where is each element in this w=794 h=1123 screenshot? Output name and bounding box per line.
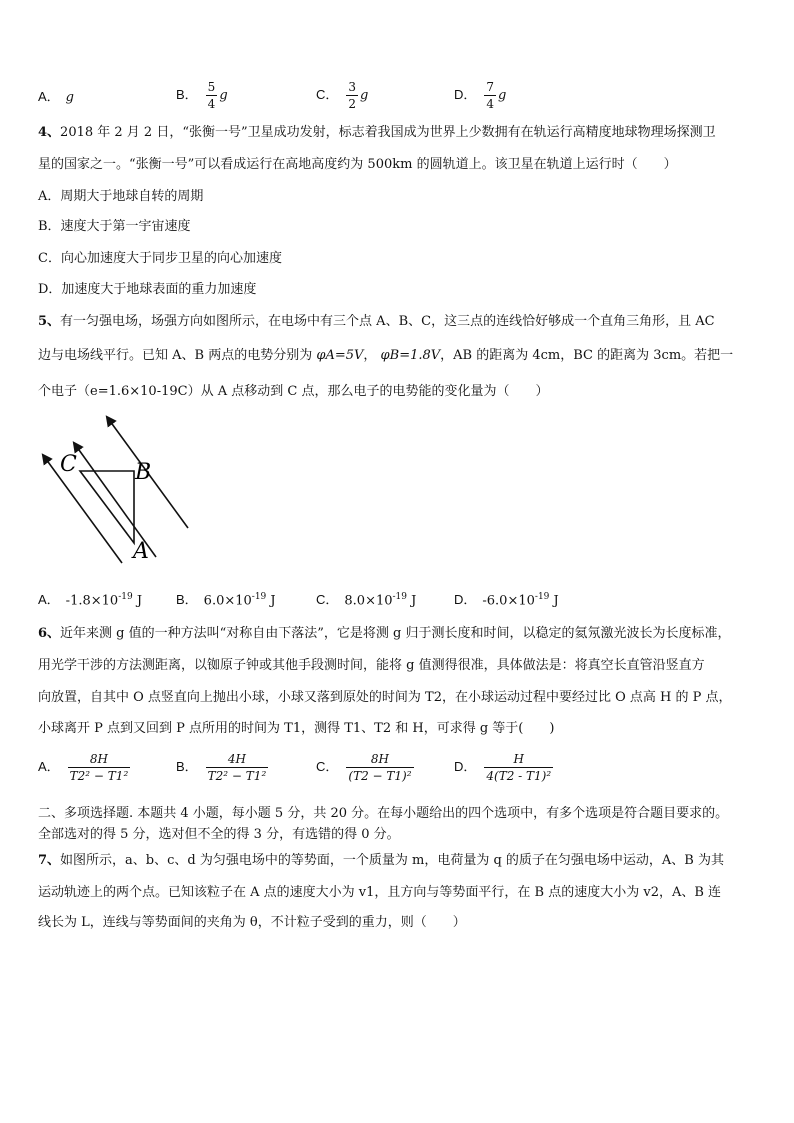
option-label: A．: [38, 592, 60, 608]
option-tail: g: [360, 88, 369, 103]
numerator: 3: [348, 80, 357, 94]
q6-option-c: [316, 752, 416, 783]
section-2-line-2: 全部选对的得 5 分，选对但不全的得 3 分，有选错的得 0 分。: [38, 827, 400, 842]
q6-option-d: [454, 752, 555, 783]
numerator: 7: [486, 80, 495, 94]
q4-option-b: B．速度大于第一宇宙速度: [38, 219, 191, 234]
q4-line-2: 星的国家之一。“张衡一号”可以看成运行在高地高度约为 500km 的圆轨道上。该卫星在轨道上运行时（ ）: [38, 157, 677, 172]
option-value: -6.0×10: [482, 593, 535, 609]
question-text: 近年来测 g 值的一种方法叫“对称自由下落法”，它是将测 g 归于测长度和时间，以稳定的氦氖激光波长为长度标准，: [60, 626, 731, 641]
q6-line-2: 用光学干涉的方法测距离，以铷原子钟或其他手段测时间，能将 g 值测得很准，具体做法是：将真空长直管沿竖直方: [38, 658, 705, 673]
question-text: 如图所示，a、b、c、d 为匀强电场中的等势面，一个质量为 m，电荷量为 q 的质子在匀强电场中运动，A、B 为其: [60, 853, 724, 868]
option-unit: J: [549, 593, 559, 609]
option-label: D．: [454, 87, 477, 102]
point-label-a: A: [133, 539, 149, 564]
q3-option-c: [316, 80, 368, 111]
numerator: 4H: [227, 752, 247, 766]
denominator: T2² − T1²: [207, 769, 267, 783]
denominator: (T2 − T1)²: [348, 769, 412, 783]
fraction: [346, 752, 413, 783]
denominator: 4: [207, 97, 216, 111]
denominator: T2² − T1²: [69, 769, 129, 783]
question-text: ，AB 的距离为 4cm，BC 的距离为 3cm。若把一: [440, 348, 734, 363]
numerator: 5: [207, 80, 216, 94]
option-label: D．: [454, 592, 477, 608]
q4-line-1: [38, 124, 716, 142]
option-label: A．: [38, 759, 60, 774]
denominator: 4: [486, 97, 495, 111]
fraction: [484, 80, 496, 111]
q4-option-d: D．加速度大于地球表面的重力加速度: [38, 282, 257, 297]
option-label: C．: [316, 87, 339, 102]
fraction: [346, 80, 358, 111]
option-tail: g: [219, 88, 228, 103]
point-label-c: C: [60, 452, 77, 477]
q5-option-b: [176, 588, 276, 610]
fraction: [206, 80, 218, 111]
option-value: -1.8×10: [65, 593, 119, 609]
option-unit: J: [407, 593, 417, 609]
option-label: D．: [454, 759, 477, 774]
q6-option-b: [176, 752, 270, 783]
q5-line-3: 个电子（e=1.6×10-19C）从 A 点移动到 C 点，那么电子的电势能的变化量为（ ）: [38, 384, 549, 399]
question-number: 5、: [38, 314, 61, 329]
numerator: H: [513, 752, 525, 766]
q3-option-b: [176, 80, 228, 111]
q3-option-a: [38, 88, 74, 107]
denominator: 2: [348, 97, 357, 111]
q6-line-4: 小球离开 P 点到又回到 P 点所用的时间为 T1，测得 T1、T2 和 H，可求得 g 等于( ): [38, 721, 555, 736]
fraction: [484, 752, 553, 783]
question-number: 7、: [38, 853, 61, 868]
triangle-abc: [80, 471, 134, 543]
fraction: [68, 752, 131, 783]
option-value: g: [65, 90, 74, 105]
option-value: 8.0×10: [344, 593, 393, 609]
option-unit: J: [266, 593, 276, 609]
denominator: 4(T2 - T1)²: [486, 769, 552, 783]
option-label: B．: [176, 759, 198, 774]
question-text: 边与电场线平行。已知 A、B 两点的电势分别为: [38, 348, 313, 363]
numerator: 8H: [370, 752, 390, 766]
q5-line-2: 边与电场线平行。已知 A、B 两点的电势分别为 φA=5V， φB=1.8V，AB 的距离为 4cm，BC 的距离为 3cm。若把一: [38, 348, 734, 363]
question-number: 6、: [38, 626, 61, 641]
option-unit: J: [132, 593, 143, 609]
q5-option-d: [454, 588, 559, 610]
numerator: 8H: [89, 752, 109, 766]
option-label: A．: [38, 89, 60, 104]
q5-option-a: [38, 588, 142, 610]
potential-b: φB=1.8V: [380, 348, 441, 363]
option-label: B．: [176, 592, 198, 608]
q7-line-3: 线长为 L，连线与等势面间的夹角为 θ，不计粒子受到的重力，则（ ）: [38, 915, 466, 930]
question-text: 2018 年 2 月 2 日，“张衡一号”卫星成功发射，标志着我国成为世界上少数拥有在轨运行高精度地球物理场探测卫: [60, 125, 716, 140]
option-value: 6.0×10: [203, 593, 252, 609]
question-number: 4、: [38, 125, 61, 140]
option-exponent: -19: [118, 592, 133, 602]
option-label: B．: [176, 87, 198, 102]
point-label-b: B: [135, 460, 152, 485]
option-exponent: -19: [534, 592, 550, 602]
fraction: [206, 752, 269, 783]
section-2-line-1: 二、多项选择题. 本题共 4 小题，每小题 5 分，共 20 分。在每小题给出的四个选项中，有多个选项是符合题目要求的。: [38, 806, 729, 821]
option-tail: g: [498, 88, 507, 103]
q3-option-d: [454, 80, 506, 111]
q6-line-1: [38, 625, 731, 643]
q7-line-1: [38, 852, 724, 870]
q6-option-a: [38, 752, 132, 783]
electric-field-figure: [38, 415, 198, 565]
question-text: 有一匀强电场，场强方向如图所示，在电场中有三个点 A、B、C，这三点的连线恰好够成一个直角三角形，且 AC: [60, 314, 715, 329]
option-exponent: -19: [392, 592, 407, 602]
option-exponent: -19: [251, 592, 267, 602]
q4-option-a: A．周期大于地球自转的周期: [38, 189, 204, 204]
q5-option-c: [316, 588, 416, 610]
potential-a: φA=5V: [316, 348, 364, 363]
option-label: C．: [316, 759, 339, 774]
q6-line-3: 向放置，自其中 O 点竖直向上抛出小球，小球又落到原处的时间为 T2，在小球运动过程中要经过比 O 点高 H 的 P 点，: [38, 690, 732, 705]
q7-line-2: 运动轨迹上的两个点。已知该粒子在 A 点的速度大小为 v1，且方向与等势面平行，在 B 点的速度大小为 v2，A、B 连: [38, 885, 722, 900]
option-label: C．: [316, 592, 339, 608]
q4-option-c: C．向心加速度大于同步卫星的向心加速度: [38, 251, 282, 266]
q5-line-1: [38, 313, 715, 331]
